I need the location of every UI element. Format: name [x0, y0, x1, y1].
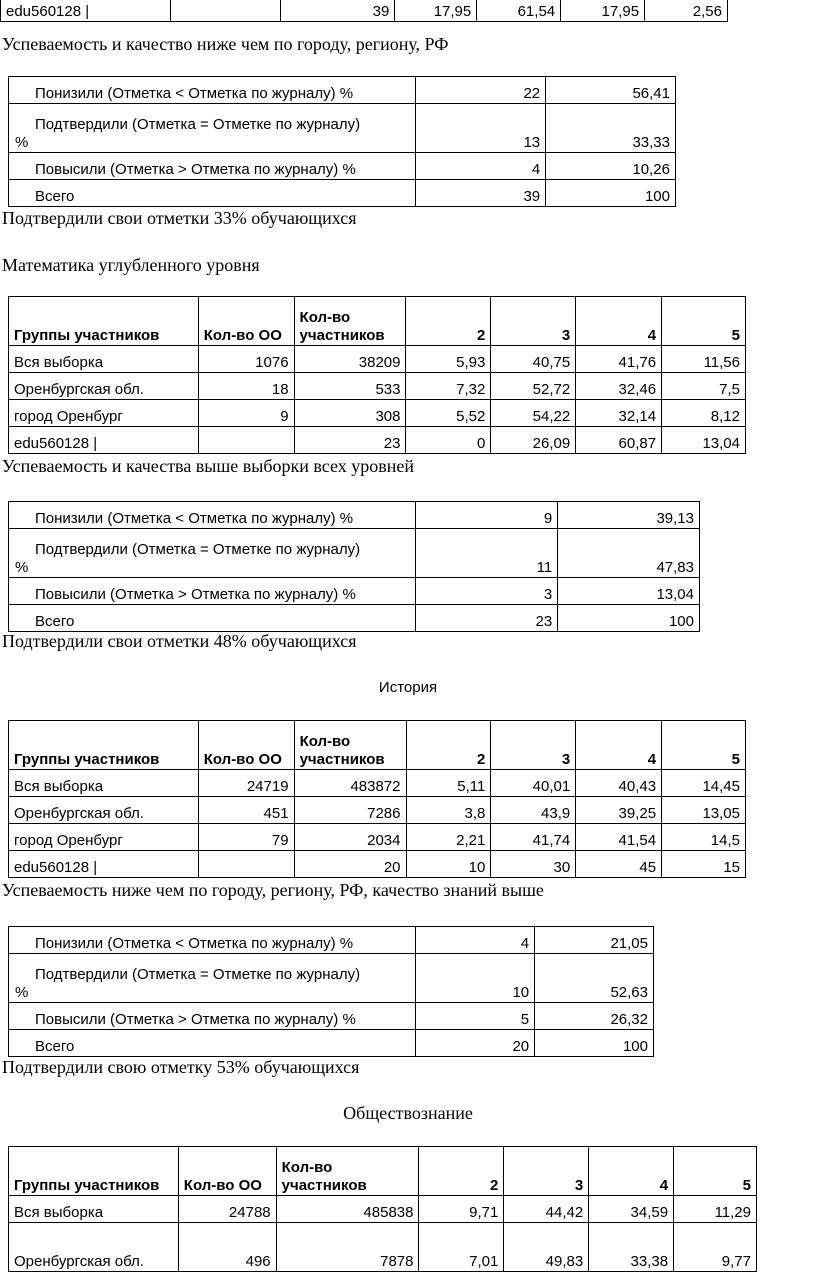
- cell: Оренбургская обл.: [9, 797, 199, 824]
- cell: 41,54: [576, 824, 662, 851]
- cell-line: %: [15, 559, 29, 576]
- cell: 17,95: [395, 0, 477, 22]
- cell: [198, 851, 294, 878]
- cell: 3,8: [406, 797, 491, 824]
- cell: 52,72: [491, 373, 576, 400]
- cell: 5,52: [406, 400, 491, 427]
- table-row: [9, 400, 746, 427]
- stats-table: [8, 76, 676, 207]
- cell: 7878: [276, 1223, 419, 1272]
- cell: 61,54: [477, 0, 561, 22]
- cell: Всего: [9, 180, 416, 207]
- header-cell: 5: [674, 1147, 757, 1196]
- cell: 533: [294, 373, 406, 400]
- cell: 38209: [294, 346, 406, 373]
- table-header-row: [9, 1147, 757, 1196]
- cell: 17,95: [561, 0, 645, 22]
- table-row: [9, 104, 676, 153]
- header-cell: Кол-во ОО: [198, 721, 294, 770]
- cell: город Оренбург: [9, 400, 199, 427]
- table-header-row: [9, 721, 746, 770]
- table-row: [9, 153, 676, 180]
- section-title: Обществознание: [343, 1103, 473, 1123]
- cell: 451: [198, 797, 294, 824]
- cell: 483872: [294, 770, 406, 797]
- header-cell: 2: [406, 297, 491, 346]
- cell-line: %: [15, 134, 29, 151]
- cell: edu560128 |: [9, 851, 199, 878]
- table-row: [9, 1030, 654, 1057]
- cell: 18: [198, 373, 294, 400]
- stats-table: [8, 501, 700, 632]
- cell: 2034: [294, 824, 406, 851]
- table-row: [9, 346, 746, 373]
- table-header-row: [9, 297, 746, 346]
- cell: 13: [416, 104, 546, 153]
- results-table: [8, 1146, 757, 1272]
- cell: 100: [546, 180, 676, 207]
- cell: Оренбургская обл.: [9, 373, 199, 400]
- table-row: [9, 851, 746, 878]
- header-cell: Группы участников: [9, 721, 199, 770]
- header-cell: Кол-во участников: [276, 1147, 419, 1196]
- cell: Понизили (Отметка < Отметка по журналу) %: [9, 927, 416, 954]
- cell: 34,59: [589, 1196, 674, 1223]
- cell: 11,56: [662, 346, 746, 373]
- cell: 7,01: [419, 1223, 504, 1272]
- header-cell: 4: [576, 721, 662, 770]
- table-row: [9, 180, 676, 207]
- cell: [9, 104, 416, 153]
- cell: 9: [198, 400, 294, 427]
- stats-table: [8, 926, 654, 1057]
- cell: 49,83: [504, 1223, 589, 1272]
- cell: 52,63: [535, 954, 654, 1003]
- header-cell: 5: [662, 721, 746, 770]
- header-cell: 4: [589, 1147, 674, 1196]
- cell: 54,22: [491, 400, 576, 427]
- cell: 485838: [276, 1196, 419, 1223]
- cell: [170, 0, 280, 22]
- confirmed-text: Подтвердили свою отметку 53% обучающихся: [2, 1057, 360, 1077]
- cell: Повысили (Отметка > Отметка по журналу) %: [9, 578, 416, 605]
- cell: 24719: [198, 770, 294, 797]
- header-cell: Кол-во ОО: [198, 297, 294, 346]
- cell: Повысили (Отметка > Отметка по журналу) %: [9, 153, 416, 180]
- cell: 39,25: [576, 797, 662, 824]
- confirmed-text: Подтвердили свои отметки 48% обучающихся: [2, 631, 357, 651]
- header-cell: Кол-во ОО: [178, 1147, 276, 1196]
- cell: Оренбургская обл.: [9, 1223, 179, 1272]
- cell: [9, 529, 416, 578]
- cell: 2,21: [406, 824, 491, 851]
- table-row: [1, 0, 728, 22]
- section-title: Математика углубленного уровня: [2, 255, 260, 275]
- results-table: [8, 296, 746, 454]
- cell: 33,33: [546, 104, 676, 153]
- table-row: [9, 770, 746, 797]
- cell: edu560128 |: [1, 0, 171, 22]
- cell: 5,11: [406, 770, 491, 797]
- cell: 26,09: [491, 427, 576, 454]
- cell: 44,42: [504, 1196, 589, 1223]
- cell: Понизили (Отметка < Отметка по журналу) %: [9, 502, 416, 529]
- cell: 41,74: [491, 824, 576, 851]
- cell: 7286: [294, 797, 406, 824]
- cell: 41,76: [576, 346, 662, 373]
- cell: 23: [294, 427, 406, 454]
- table-row: [9, 1003, 654, 1030]
- cell: 23: [416, 605, 558, 632]
- table-row: [9, 502, 700, 529]
- table-row: [9, 427, 746, 454]
- cell: 39: [416, 180, 546, 207]
- cell-line: Подтвердили (Отметка = Отметке по журналу): [35, 541, 361, 558]
- cell: 2,56: [645, 0, 728, 22]
- table-row: [9, 578, 700, 605]
- cell: 10: [406, 851, 491, 878]
- table-row: [9, 77, 676, 104]
- cell: 9,77: [674, 1223, 757, 1272]
- cell: 496: [178, 1223, 276, 1272]
- cell: 10: [416, 954, 535, 1003]
- cell: edu560128 |: [9, 427, 199, 454]
- cell: Всего: [9, 1030, 416, 1057]
- comment: Успеваемость и качества выше выборки всех уровней: [2, 456, 414, 476]
- section-title: История: [378, 679, 438, 696]
- cell: 5,93: [406, 346, 491, 373]
- cell: Повысили (Отметка > Отметка по журналу) %: [9, 1003, 416, 1030]
- table-row: [9, 373, 746, 400]
- table-row: [9, 529, 700, 578]
- cell: 7,32: [406, 373, 491, 400]
- cell: 11,29: [674, 1196, 757, 1223]
- comment: Успеваемость и качество ниже чем по городу, региону, РФ: [2, 34, 449, 54]
- cell: Вся выборка: [9, 346, 199, 373]
- cell: 79: [198, 824, 294, 851]
- cell: 11: [416, 529, 558, 578]
- results-table: [8, 720, 746, 878]
- cell: 10,26: [546, 153, 676, 180]
- cell: 40,01: [491, 770, 576, 797]
- cell: 22: [416, 77, 546, 104]
- header-cell: Кол-во участников: [294, 297, 406, 346]
- cell: 56,41: [546, 77, 676, 104]
- cell: 20: [294, 851, 406, 878]
- cell: 60,87: [576, 427, 662, 454]
- cell: 1076: [198, 346, 294, 373]
- header-cell: 3: [504, 1147, 589, 1196]
- cell: 39: [280, 0, 395, 22]
- cell: 32,14: [576, 400, 662, 427]
- cell: 8,12: [662, 400, 746, 427]
- header-cell: 4: [576, 297, 662, 346]
- cell: 45: [576, 851, 662, 878]
- cell-line: Подтвердили (Отметка = Отметке по журналу): [35, 966, 361, 983]
- confirmed-text: Подтвердили свои отметки 33% обучающихся: [2, 208, 357, 228]
- cell: Всего: [9, 605, 416, 632]
- header-cell: 3: [491, 297, 576, 346]
- table-row: [9, 954, 654, 1003]
- table-row: [9, 824, 746, 851]
- cell-line: %: [15, 984, 29, 1001]
- cell: [198, 427, 294, 454]
- cell-line: Подтвердили (Отметка = Отметке по журналу): [35, 116, 361, 133]
- cell: 40,75: [491, 346, 576, 373]
- cell: 30: [491, 851, 576, 878]
- comment: Успеваемость ниже чем по городу, региону, РФ, качество знаний выше: [2, 880, 544, 900]
- cell: Вся выборка: [9, 1196, 179, 1223]
- cell: 20: [416, 1030, 535, 1057]
- cell: 47,83: [558, 529, 700, 578]
- cell: 14,45: [662, 770, 746, 797]
- cell: 14,5: [662, 824, 746, 851]
- header-cell: 5: [662, 297, 746, 346]
- table-row: [9, 605, 700, 632]
- header-cell: 2: [406, 721, 491, 770]
- cell: 43,9: [491, 797, 576, 824]
- cell: 4: [416, 927, 535, 954]
- fragment-results-table: [0, 0, 728, 22]
- cell: Вся выборка: [9, 770, 199, 797]
- table-row: [9, 927, 654, 954]
- table-row: [9, 1196, 757, 1223]
- cell: [9, 954, 416, 1003]
- cell: 4: [416, 153, 546, 180]
- header-cell: Кол-во участников: [294, 721, 406, 770]
- cell: 21,05: [535, 927, 654, 954]
- cell: 100: [535, 1030, 654, 1057]
- cell: 9: [416, 502, 558, 529]
- header-cell: 2: [419, 1147, 504, 1196]
- table-row: [9, 1223, 757, 1272]
- cell: 26,32: [535, 1003, 654, 1030]
- cell: 15: [662, 851, 746, 878]
- cell: 9,71: [419, 1196, 504, 1223]
- cell: 7,5: [662, 373, 746, 400]
- cell: 39,13: [558, 502, 700, 529]
- cell: 308: [294, 400, 406, 427]
- cell: 0: [406, 427, 491, 454]
- cell: Понизили (Отметка < Отметка по журналу) %: [9, 77, 416, 104]
- cell: 3: [416, 578, 558, 605]
- cell: 100: [558, 605, 700, 632]
- cell: 32,46: [576, 373, 662, 400]
- cell: 24788: [178, 1196, 276, 1223]
- cell: 33,38: [589, 1223, 674, 1272]
- table-row: [9, 797, 746, 824]
- cell: город Оренбург: [9, 824, 199, 851]
- cell: 13,04: [558, 578, 700, 605]
- cell: 13,05: [662, 797, 746, 824]
- cell: 5: [416, 1003, 535, 1030]
- cell: 13,04: [662, 427, 746, 454]
- cell: 40,43: [576, 770, 662, 797]
- header-cell: 3: [491, 721, 576, 770]
- header-cell: Группы участников: [9, 1147, 179, 1196]
- header-cell: Группы участников: [9, 297, 199, 346]
